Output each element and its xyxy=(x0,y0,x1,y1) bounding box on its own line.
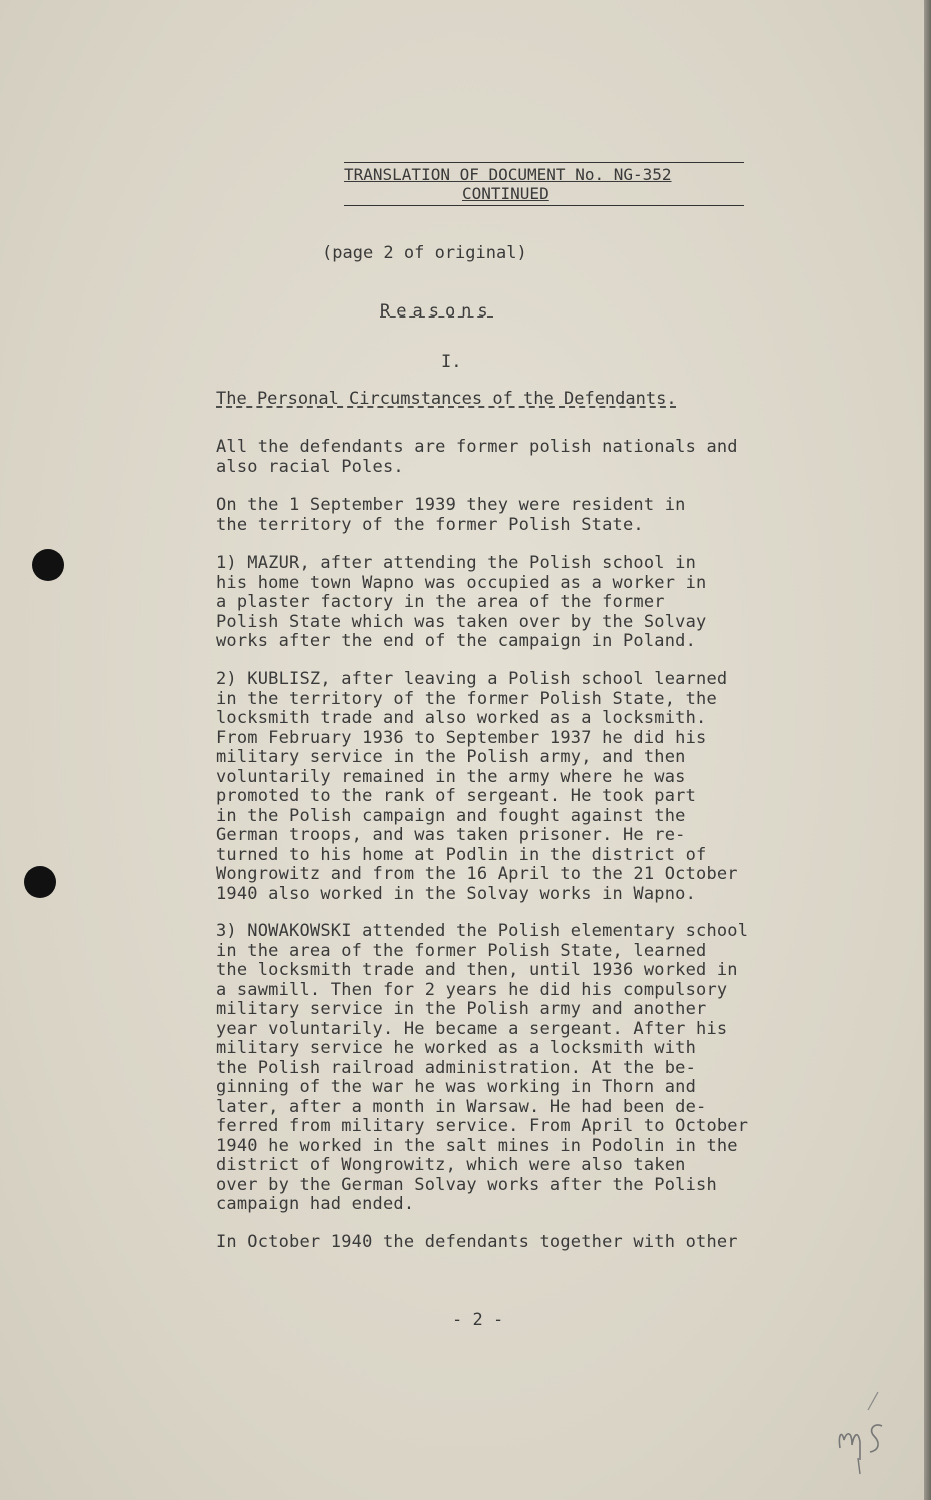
page-edge xyxy=(924,0,931,1500)
section-number: I. xyxy=(441,352,462,372)
document-title xyxy=(344,162,744,206)
paragraph-october-1940: In October 1940 the defendants together with other xyxy=(216,1232,738,1252)
punch-hole-bottom xyxy=(24,866,56,898)
punch-hole-top xyxy=(32,549,64,581)
section-title: The Personal Circumstances of the Defendants. xyxy=(216,389,677,409)
paragraph-residence: On the 1 September 1939 they were resident in the territory of the former Polish State. xyxy=(216,495,686,535)
paragraph-nationality: All the defendants are former polish nationals and also racial Poles. xyxy=(216,437,738,477)
reasons-heading: Reasons xyxy=(380,301,494,321)
page-reference: (page 2 of original) xyxy=(322,243,527,263)
paragraph-kublisz: 2) KUBLISZ, after leaving a Polish school learned in the territory of the former Polish State, the locksmith trade and also worked as a locksmith. From February 1936 to September 1937 he did his military service in the Polish army, and then voluntarily remained in the army where he was promoted to the rank of sergeant. He took part in the Polish campaign and fought against the German troops, and was taken prisoner. He re- turned to his home at Podlin in the district of Wongrowitz and from the 16 April to the 21 October 1940 also worked in the Solvay works in Wapno. xyxy=(216,669,738,904)
handwritten-initials xyxy=(830,1390,890,1480)
page-number: - 2 - xyxy=(452,1310,504,1330)
title-line-2: CONTINUED xyxy=(462,184,549,203)
paragraph-mazur: 1) MAZUR, after attending the Polish school in his home town Wapno was occupied as a worker in a plaster factory in the area of the former Polish State which was taken over by the Solvay works after the end of the campaign in Poland. xyxy=(216,553,707,651)
title-line-1: TRANSLATION OF DOCUMENT No. NG-352 xyxy=(344,165,672,184)
paragraph-nowakowski: 3) NOWAKOWSKI attended the Polish elementary school in the area of the former Polish State, learned the locksmith trade and then, until 1936 worked in a sawmill. Then for 2 years he did his compulsory military service in the Polish army and another year voluntarily. He became a sergeant. After his military service he worked as a locksmith with the Polish railroad administration. At the be- ginning of the war he was working in Thorn and later, after a month in Warsaw. He had been de- ferred from military service. From April to October 1940 he worked in the salt mines in Podolin in the district of Wongrowitz, which were also taken over by the German Solvay works after the Polish campaign had ended. xyxy=(216,921,749,1214)
